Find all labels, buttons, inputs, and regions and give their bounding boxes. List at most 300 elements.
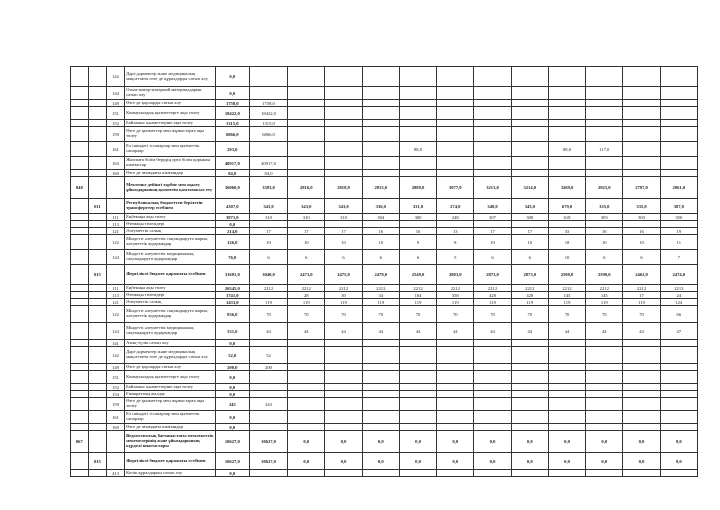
subprogram-code-cell	[88, 100, 106, 107]
month-cell	[362, 391, 399, 398]
item-name-cell: Өтемақы төлемдері	[125, 292, 216, 299]
month-cell: 124	[660, 299, 697, 306]
annual-total-cell: 1758,0	[215, 100, 249, 107]
month-cell	[362, 142, 399, 157]
month-cell	[399, 221, 436, 228]
month-cell: 6	[325, 250, 362, 265]
month-cell	[399, 411, 436, 424]
margin-cell	[34, 391, 70, 398]
subprogram-code-cell	[88, 235, 106, 250]
month-cell: 2212	[586, 285, 623, 292]
month-cell	[623, 411, 660, 424]
specifics-code-cell: 154	[106, 391, 124, 398]
month-cell	[437, 120, 474, 127]
month-cell: 47	[660, 323, 697, 340]
month-cell: 6	[623, 250, 660, 265]
subprogram-code-cell	[88, 424, 106, 431]
month-cell: 248	[437, 214, 474, 221]
month-cell	[288, 221, 325, 228]
item-name-cell: Отын-жағар-жағармай материалдарын сатып алу	[125, 87, 216, 100]
month-cell	[288, 424, 325, 431]
month-cell: 70	[474, 306, 511, 323]
month-cell	[288, 384, 325, 391]
month-cell	[511, 347, 548, 364]
month-cell	[474, 157, 511, 170]
month-cell	[623, 157, 660, 170]
month-cell: 30	[325, 292, 362, 299]
month-cell: 9	[399, 235, 436, 250]
month-cell: 2212	[511, 285, 548, 292]
subprogram-code-cell	[88, 285, 106, 292]
month-cell: 52	[249, 347, 287, 364]
subprogram-code-cell	[88, 214, 106, 221]
subprogram-code-cell: 015	[88, 453, 106, 470]
margin-cell	[34, 127, 70, 142]
item-name-cell: Байланыс қызметтеріне ақы төлеу	[125, 384, 216, 391]
annual-total-cell: 0,0	[215, 340, 249, 347]
month-cell: 0,0	[623, 453, 660, 470]
month-cell: 10	[249, 235, 287, 250]
table-row	[34, 214, 698, 221]
month-cell	[437, 157, 474, 170]
program-code-cell	[70, 323, 88, 340]
table-row	[34, 221, 698, 228]
month-cell	[511, 384, 548, 391]
month-cell: 2473,0	[288, 265, 325, 285]
item-name-cell: Міндетті әлеуметтік медициналық сақтандыруға аударымдар	[125, 250, 216, 265]
specifics-code-cell: 111	[106, 285, 124, 292]
table-row	[34, 391, 698, 398]
month-cell: 2880,0	[399, 177, 436, 199]
month-cell	[548, 411, 585, 424]
month-cell	[249, 87, 287, 100]
month-cell	[288, 347, 325, 364]
specifics-code-cell: 121	[106, 228, 124, 235]
subprogram-code-cell	[88, 398, 106, 411]
month-cell: 2873,0	[474, 265, 511, 285]
month-cell: 0,0	[660, 431, 697, 453]
month-cell	[511, 100, 548, 107]
table-row	[34, 250, 698, 265]
month-cell: 6	[249, 250, 287, 265]
month-cell	[660, 107, 697, 120]
subprogram-code-cell	[88, 306, 106, 323]
specifics-code-cell: 159	[106, 398, 124, 411]
month-cell: 6	[288, 250, 325, 265]
annual-total-cell: 1433,0	[215, 299, 249, 306]
month-cell	[399, 340, 436, 347]
specifics-code-cell: 149	[106, 364, 124, 371]
program-code-cell	[70, 142, 88, 157]
specifics-code-cell: 163	[106, 157, 124, 170]
month-cell: 2590,0	[548, 265, 585, 285]
item-name-cell: Мектепке дейінгі тәрбие мен оқыту ұйымдарының қызметін қамтамасыз ету	[125, 177, 216, 199]
table-row	[34, 199, 698, 214]
month-cell: 358	[437, 292, 474, 299]
program-code-cell	[70, 214, 88, 221]
month-cell: 0,0	[288, 431, 325, 453]
program-code-cell	[70, 120, 88, 127]
month-cell: 2474,0	[660, 265, 697, 285]
month-cell	[660, 340, 697, 347]
month-cell: 0,0	[511, 431, 548, 453]
month-cell	[660, 87, 697, 100]
item-name-cell: Әлеуметтік салық	[125, 228, 216, 235]
month-cell: 2212	[249, 285, 287, 292]
month-cell: 308	[511, 214, 548, 221]
month-cell: 343,0	[325, 199, 362, 214]
month-cell: 70	[586, 306, 623, 323]
month-cell: 3213,0	[474, 177, 511, 199]
margin-cell	[34, 170, 70, 177]
annual-total-cell: 10627,0	[215, 431, 249, 453]
month-cell: 0,0	[586, 431, 623, 453]
month-cell	[288, 142, 325, 157]
month-cell	[660, 127, 697, 142]
month-cell	[325, 424, 362, 431]
item-name-cell: Өзге де ағымдағы шығындар	[125, 424, 216, 431]
month-cell	[249, 384, 287, 391]
margin-cell	[34, 398, 70, 411]
month-cell	[511, 142, 548, 157]
program-code-cell	[70, 340, 88, 347]
month-cell: 34	[362, 292, 399, 299]
annual-total-cell: 4307,0	[215, 199, 249, 214]
subprogram-code-cell	[88, 299, 106, 306]
margin-cell	[34, 431, 70, 453]
subprogram-code-cell	[88, 371, 106, 384]
month-cell: 16	[362, 228, 399, 235]
month-cell	[362, 424, 399, 431]
specifics-code-cell: 169	[106, 424, 124, 431]
month-cell: 10627,0	[249, 453, 287, 470]
month-cell	[249, 411, 287, 424]
month-cell	[288, 470, 325, 477]
month-cell	[623, 120, 660, 127]
month-cell	[325, 371, 362, 384]
subprogram-code-cell	[88, 67, 106, 87]
month-cell	[623, 142, 660, 157]
month-cell	[511, 221, 548, 228]
subprogram-code-cell	[88, 391, 106, 398]
month-cell: 8	[437, 235, 474, 250]
table-row	[34, 87, 698, 100]
margin-cell	[34, 120, 70, 127]
month-cell: 310	[288, 214, 325, 221]
month-cell	[623, 67, 660, 87]
month-cell	[325, 221, 362, 228]
month-cell	[660, 411, 697, 424]
margin-cell	[34, 157, 70, 170]
month-cell: 2479,0	[362, 265, 399, 285]
margin-cell	[34, 214, 70, 221]
month-cell	[586, 120, 623, 127]
month-cell	[362, 340, 399, 347]
month-cell	[437, 67, 474, 87]
program-code-cell	[70, 364, 88, 371]
month-cell: 70	[623, 306, 660, 323]
month-cell	[288, 100, 325, 107]
margin-cell	[34, 142, 70, 157]
month-cell: 17	[249, 228, 287, 235]
table-row	[34, 411, 698, 424]
month-cell: 343,0	[288, 199, 325, 214]
month-cell: 44	[288, 323, 325, 340]
annual-total-cell: 10627,0	[215, 453, 249, 470]
month-cell: 119	[288, 299, 325, 306]
month-cell: 10	[474, 235, 511, 250]
program-code-cell	[70, 250, 88, 265]
month-cell	[437, 384, 474, 391]
specifics-code-cell: 142	[106, 67, 124, 87]
month-cell	[325, 107, 362, 120]
month-cell	[623, 364, 660, 371]
month-cell	[362, 107, 399, 120]
month-cell: 66	[660, 306, 697, 323]
specifics-code-cell: 161	[106, 142, 124, 157]
month-cell	[586, 107, 623, 120]
month-cell: 0,0	[474, 431, 511, 453]
month-cell: 0,0	[437, 431, 474, 453]
month-cell: 343,0	[249, 199, 287, 214]
month-cell	[249, 221, 287, 228]
month-cell	[586, 364, 623, 371]
annual-total-cell: 0,0	[215, 470, 249, 477]
program-code-cell	[70, 235, 88, 250]
month-cell: 5	[437, 250, 474, 265]
month-cell: 2816,0	[288, 177, 325, 199]
annual-total-cell: 531,0	[215, 323, 249, 340]
month-cell	[623, 340, 660, 347]
month-cell	[474, 371, 511, 384]
month-cell	[399, 391, 436, 398]
specifics-code-cell: 151	[106, 107, 124, 120]
budget-table	[34, 66, 698, 477]
month-cell	[362, 470, 399, 477]
month-cell	[511, 470, 548, 477]
month-cell: 10	[288, 235, 325, 250]
subprogram-code-cell	[88, 228, 106, 235]
month-cell: 44	[623, 323, 660, 340]
month-cell: 119	[548, 299, 585, 306]
annual-total-cell: 1315,0	[215, 120, 249, 127]
month-cell: 104	[399, 292, 436, 299]
month-cell	[362, 127, 399, 142]
month-cell	[474, 221, 511, 228]
subprogram-code-cell	[88, 250, 106, 265]
month-cell: 44	[511, 323, 548, 340]
month-cell	[474, 170, 511, 177]
margin-cell	[34, 107, 70, 120]
item-name-cell: Ел ішіндегі іссапарлар мен қызметтік сапарлар	[125, 411, 216, 424]
month-cell	[325, 398, 362, 411]
month-cell	[623, 221, 660, 228]
month-cell	[399, 87, 436, 100]
specifics-code-cell: 152	[106, 384, 124, 391]
month-cell: 44	[362, 323, 399, 340]
month-cell	[399, 424, 436, 431]
month-cell: 6	[511, 250, 548, 265]
item-name-cell: Міндетті әлеуметтік сақтандыруға жарна, әлеуметтік аударымдар	[125, 235, 216, 250]
month-cell: 300	[399, 214, 436, 221]
month-cell	[548, 157, 585, 170]
month-cell	[249, 340, 287, 347]
month-cell: 0,0	[288, 453, 325, 470]
item-name-cell: Өзге де қызметтер мен жұмыстарға ақы төлеу	[125, 398, 216, 411]
table-row	[34, 142, 698, 157]
month-cell: 2212	[548, 285, 585, 292]
month-cell: 10	[511, 235, 548, 250]
month-cell	[249, 371, 287, 384]
month-cell: 70	[325, 306, 362, 323]
margin-cell	[34, 347, 70, 364]
month-cell	[474, 87, 511, 100]
month-cell	[288, 371, 325, 384]
month-cell: 17	[325, 228, 362, 235]
month-cell: 17	[511, 228, 548, 235]
month-cell	[586, 100, 623, 107]
month-cell: 6	[474, 250, 511, 265]
subprogram-code-cell	[88, 470, 106, 477]
margin-cell	[34, 285, 70, 292]
table-row	[34, 157, 698, 170]
table-row	[34, 67, 698, 87]
month-cell: 6	[586, 250, 623, 265]
month-cell	[249, 391, 287, 398]
table-row	[34, 398, 698, 411]
item-name-cell: Көлік құралдарын сатып алу	[125, 470, 216, 477]
margin-cell	[34, 384, 70, 391]
month-cell	[548, 107, 585, 120]
month-cell	[623, 87, 660, 100]
month-cell	[586, 411, 623, 424]
subprogram-code-cell	[88, 323, 106, 340]
table-row	[34, 299, 698, 306]
month-cell	[511, 371, 548, 384]
subprogram-code-cell	[88, 292, 106, 299]
month-cell: 44	[325, 323, 362, 340]
subprogram-code-cell	[88, 157, 106, 170]
month-cell: 17	[623, 292, 660, 299]
month-cell	[325, 384, 362, 391]
month-cell	[288, 107, 325, 120]
subprogram-code-cell	[88, 384, 106, 391]
subprogram-code-cell	[88, 340, 106, 347]
subprogram-code-cell	[88, 431, 106, 453]
month-cell	[474, 127, 511, 142]
month-cell	[586, 391, 623, 398]
table-row	[34, 120, 698, 127]
month-cell: 18422,0	[249, 107, 287, 120]
month-cell	[288, 411, 325, 424]
month-cell	[437, 347, 474, 364]
budget-table-sheet	[34, 66, 698, 477]
month-cell	[474, 364, 511, 371]
month-cell: 3383,0	[249, 177, 287, 199]
month-cell: 88,0	[548, 142, 585, 157]
month-cell	[586, 170, 623, 177]
month-cell	[399, 470, 436, 477]
specifics-code-cell: 121	[106, 299, 124, 306]
month-cell	[362, 347, 399, 364]
month-cell: 0,0	[399, 431, 436, 453]
margin-cell	[34, 221, 70, 228]
month-cell	[399, 107, 436, 120]
specifics-code-cell: 122	[106, 235, 124, 250]
month-cell	[325, 470, 362, 477]
specifics-code-cell: 151	[106, 371, 124, 384]
program-code-cell	[70, 67, 88, 87]
month-cell	[511, 127, 548, 142]
month-cell	[399, 364, 436, 371]
month-cell: 2212	[399, 285, 436, 292]
month-cell	[362, 87, 399, 100]
month-cell: 70	[548, 306, 585, 323]
month-cell	[325, 347, 362, 364]
margin-cell	[34, 299, 70, 306]
month-cell	[399, 384, 436, 391]
month-cell	[437, 142, 474, 157]
month-cell	[623, 170, 660, 177]
month-cell	[511, 411, 548, 424]
month-cell	[548, 67, 585, 87]
month-cell: 2803,0	[437, 265, 474, 285]
month-cell	[399, 398, 436, 411]
month-cell: 6	[399, 250, 436, 265]
annual-total-cell: 3971,0	[215, 214, 249, 221]
subprogram-code-cell	[88, 107, 106, 120]
month-cell	[474, 142, 511, 157]
month-cell: 44	[548, 323, 585, 340]
month-cell: 2818,0	[325, 177, 362, 199]
annual-total-cell: 52,0	[215, 347, 249, 364]
program-code-cell	[70, 100, 88, 107]
month-cell: 119	[362, 299, 399, 306]
month-cell	[362, 157, 399, 170]
subprogram-code-cell: 015	[88, 265, 106, 285]
month-cell: 200	[249, 364, 287, 371]
month-cell: 6866,0	[249, 127, 287, 142]
margin-cell	[34, 87, 70, 100]
specifics-code-cell	[106, 453, 124, 470]
month-cell	[362, 364, 399, 371]
month-cell: 33	[548, 228, 585, 235]
month-cell	[249, 292, 287, 299]
annual-total-cell: 84,0	[215, 170, 249, 177]
month-cell	[660, 170, 697, 177]
month-cell: 303	[586, 214, 623, 221]
program-code-cell	[70, 228, 88, 235]
program-code-cell	[70, 299, 88, 306]
month-cell	[399, 170, 436, 177]
program-code-cell: 067	[70, 431, 88, 453]
month-cell: 44	[437, 323, 474, 340]
month-cell	[548, 127, 585, 142]
item-name-cell: Ғимараттың жалдау	[125, 391, 216, 398]
table-row	[34, 228, 698, 235]
month-cell	[548, 424, 585, 431]
month-cell	[660, 470, 697, 477]
annual-total-cell: 0,0	[215, 221, 249, 228]
budget-table-body	[34, 67, 698, 477]
table-row	[34, 384, 698, 391]
month-cell	[548, 470, 585, 477]
month-cell	[548, 384, 585, 391]
table-row	[34, 323, 698, 340]
month-cell: 0,0	[511, 453, 548, 470]
month-cell: 70	[362, 306, 399, 323]
month-cell: 307	[474, 214, 511, 221]
